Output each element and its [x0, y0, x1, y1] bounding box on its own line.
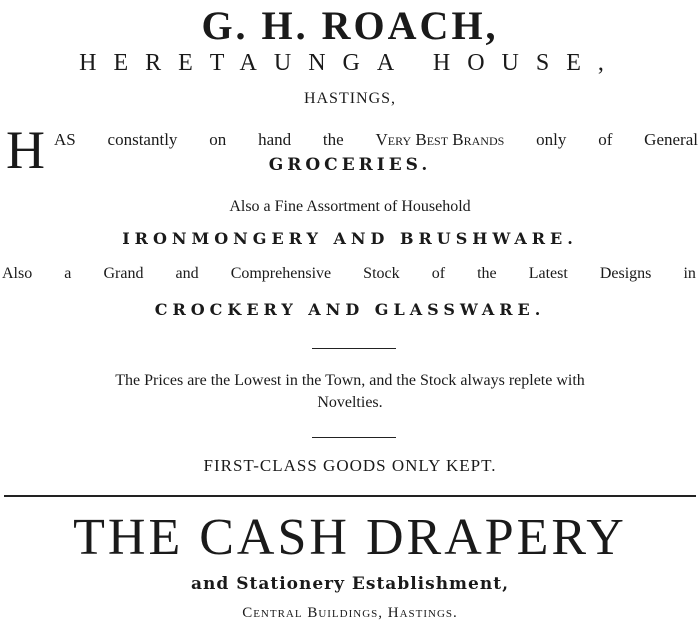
town-name: HASTINGS, [303, 90, 397, 107]
advertiser-name: G. H. ROACH, [201, 3, 499, 48]
short-divider [312, 348, 396, 349]
intro-word: only [536, 130, 567, 149]
drop-cap: H [6, 120, 45, 180]
crockery-intro-word: the [477, 265, 497, 282]
crockery-intro-word: in [683, 265, 696, 282]
crockery-intro-word: Comprehensive [230, 265, 332, 282]
intro-word: constantly [107, 130, 178, 149]
crockery-intro-word: Also [2, 265, 33, 282]
first-class-line: FIRST-CLASS GOODS ONLY KEPT. [203, 456, 497, 475]
crockery-intro-line [2, 265, 696, 283]
crockery-intro-word: and [175, 265, 199, 282]
prices-line: The Prices are the Lowest in the Town, and the Stock always replete with [115, 372, 585, 389]
intro-word: the [322, 130, 344, 149]
crockery-intro-word: Designs [599, 265, 652, 282]
novelties-line: Novelties. [317, 394, 383, 411]
short-divider [312, 437, 396, 438]
crockery-intro-word: Grand [103, 265, 144, 282]
address-line: Central Buildings, Hastings. [242, 605, 458, 621]
crockery-intro-word: of [431, 265, 446, 282]
intro-word: Very Best Brands [375, 130, 505, 149]
groceries-heading: GROCERIES. [268, 155, 432, 175]
intro-word: on [209, 130, 227, 149]
cash-drapery-title: THE CASH DRAPERY [73, 509, 627, 566]
intro-word: of [598, 130, 613, 149]
intro-words [54, 130, 698, 150]
ironmongery-heading: IRONMONGERY AND BRUSHWARE. [122, 229, 578, 248]
section-divider [4, 495, 696, 497]
crockery-heading: CROCKERY AND GLASSWARE. [154, 300, 546, 319]
crockery-intro-word: Stock [363, 265, 400, 282]
crockery-intro-word: a [64, 265, 72, 282]
house-name: HERETAUNGA HOUSE, [79, 50, 621, 76]
household-line: Also a Fine Assortment of Household [229, 198, 471, 215]
crockery-intro-word: Latest [528, 265, 568, 282]
intro-word: AS [54, 130, 76, 149]
intro-word: General [644, 130, 698, 149]
intro-word: hand [258, 130, 292, 149]
stationery-line: and Stationery Establishment, [191, 574, 509, 594]
